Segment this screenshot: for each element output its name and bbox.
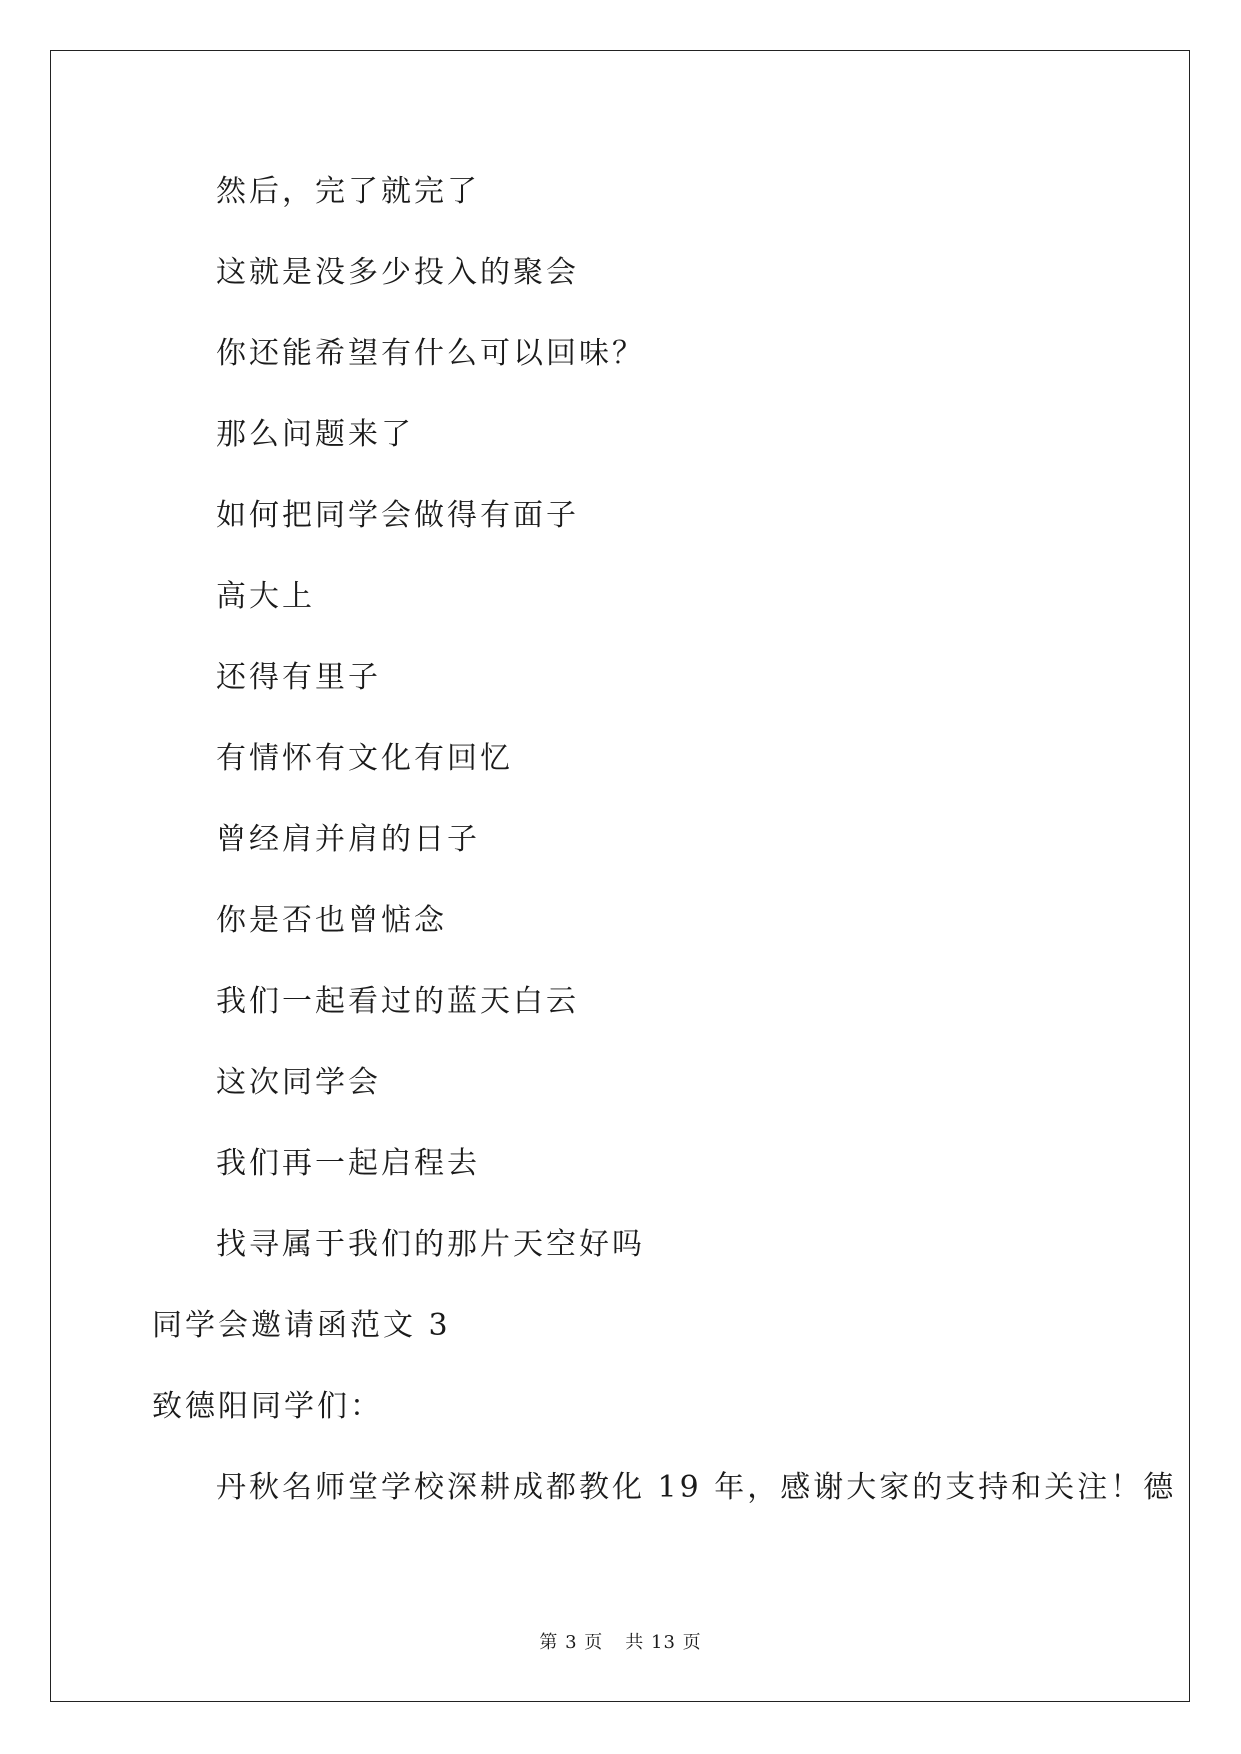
page-footer (0, 1632, 1241, 1654)
body-line: 我们一起看过的蓝天白云 (216, 984, 579, 1019)
salutation: 致德阳同学们： (152, 1389, 383, 1424)
body-line: 你是否也曾惦念 (216, 903, 447, 938)
section-title: 同学会邀请函范文 3 (152, 1308, 451, 1343)
page-border (50, 50, 1190, 1702)
body-line: 你还能希望有什么可以回味？ (216, 336, 645, 371)
body-line: 那么问题来了 (216, 417, 414, 452)
body-line: 如何把同学会做得有面子 (216, 498, 579, 533)
body-line: 然后，完了就完了 (216, 174, 480, 209)
paragraph-text: 丹秋名师堂学校深耕成都教化 19 年，感谢大家的支持和关注！德 (216, 1470, 1177, 1505)
body-line: 曾经肩并肩的日子 (216, 822, 480, 857)
page-total: 共 13 页 (625, 1632, 702, 1653)
body-line: 这就是没多少投入的聚会 (216, 255, 579, 290)
body-line: 有情怀有文化有回忆 (216, 741, 513, 776)
page-number: 第 3 页 (539, 1632, 604, 1653)
body-line: 我们再一起启程去 (216, 1146, 480, 1181)
body-line: 还得有里子 (216, 660, 381, 695)
body-line: 这次同学会 (216, 1065, 381, 1100)
body-line: 找寻属于我们的那片天空好吗 (216, 1227, 645, 1262)
body-line: 高大上 (216, 579, 315, 614)
